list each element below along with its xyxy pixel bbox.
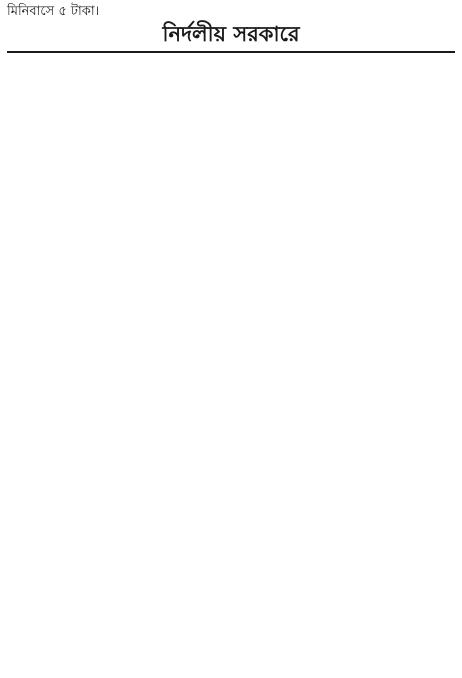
article-paragraph xyxy=(7,318,455,338)
article-paragraph xyxy=(7,358,455,378)
article-paragraph xyxy=(7,418,455,438)
article-paragraph xyxy=(7,338,455,358)
article-paragraph xyxy=(7,638,455,658)
article-paragraph xyxy=(7,178,455,198)
article-paragraph xyxy=(7,298,455,318)
article-paragraph xyxy=(7,578,455,598)
article-paragraph xyxy=(7,138,455,158)
article-paragraph xyxy=(7,278,455,298)
article-paragraph xyxy=(7,398,455,418)
article-paragraph xyxy=(7,238,455,258)
article-paragraph xyxy=(7,598,455,618)
article-paragraph xyxy=(7,78,455,98)
article-paragraph xyxy=(7,118,455,138)
article-paragraph xyxy=(7,198,455,218)
article-paragraph xyxy=(7,538,455,558)
article-paragraph xyxy=(7,438,455,458)
article-paragraph xyxy=(7,218,455,238)
article-headline: নির্দলীয় সরকারে xyxy=(7,21,455,53)
article-paragraph xyxy=(7,98,455,118)
article-paragraph xyxy=(7,658,455,678)
article-paragraph xyxy=(7,458,455,478)
article-paragraph xyxy=(7,478,455,498)
article-paragraph xyxy=(7,58,455,78)
article-paragraph xyxy=(7,158,455,178)
article-paragraph xyxy=(7,498,455,518)
continuation-line: মিনিবাসে ৫ টাকা। xyxy=(7,4,100,19)
article-paragraph xyxy=(7,558,455,578)
article-body xyxy=(7,58,455,678)
article-paragraph xyxy=(7,518,455,538)
article-paragraph xyxy=(7,378,455,398)
article-paragraph xyxy=(7,618,455,638)
article-paragraph xyxy=(7,258,455,278)
